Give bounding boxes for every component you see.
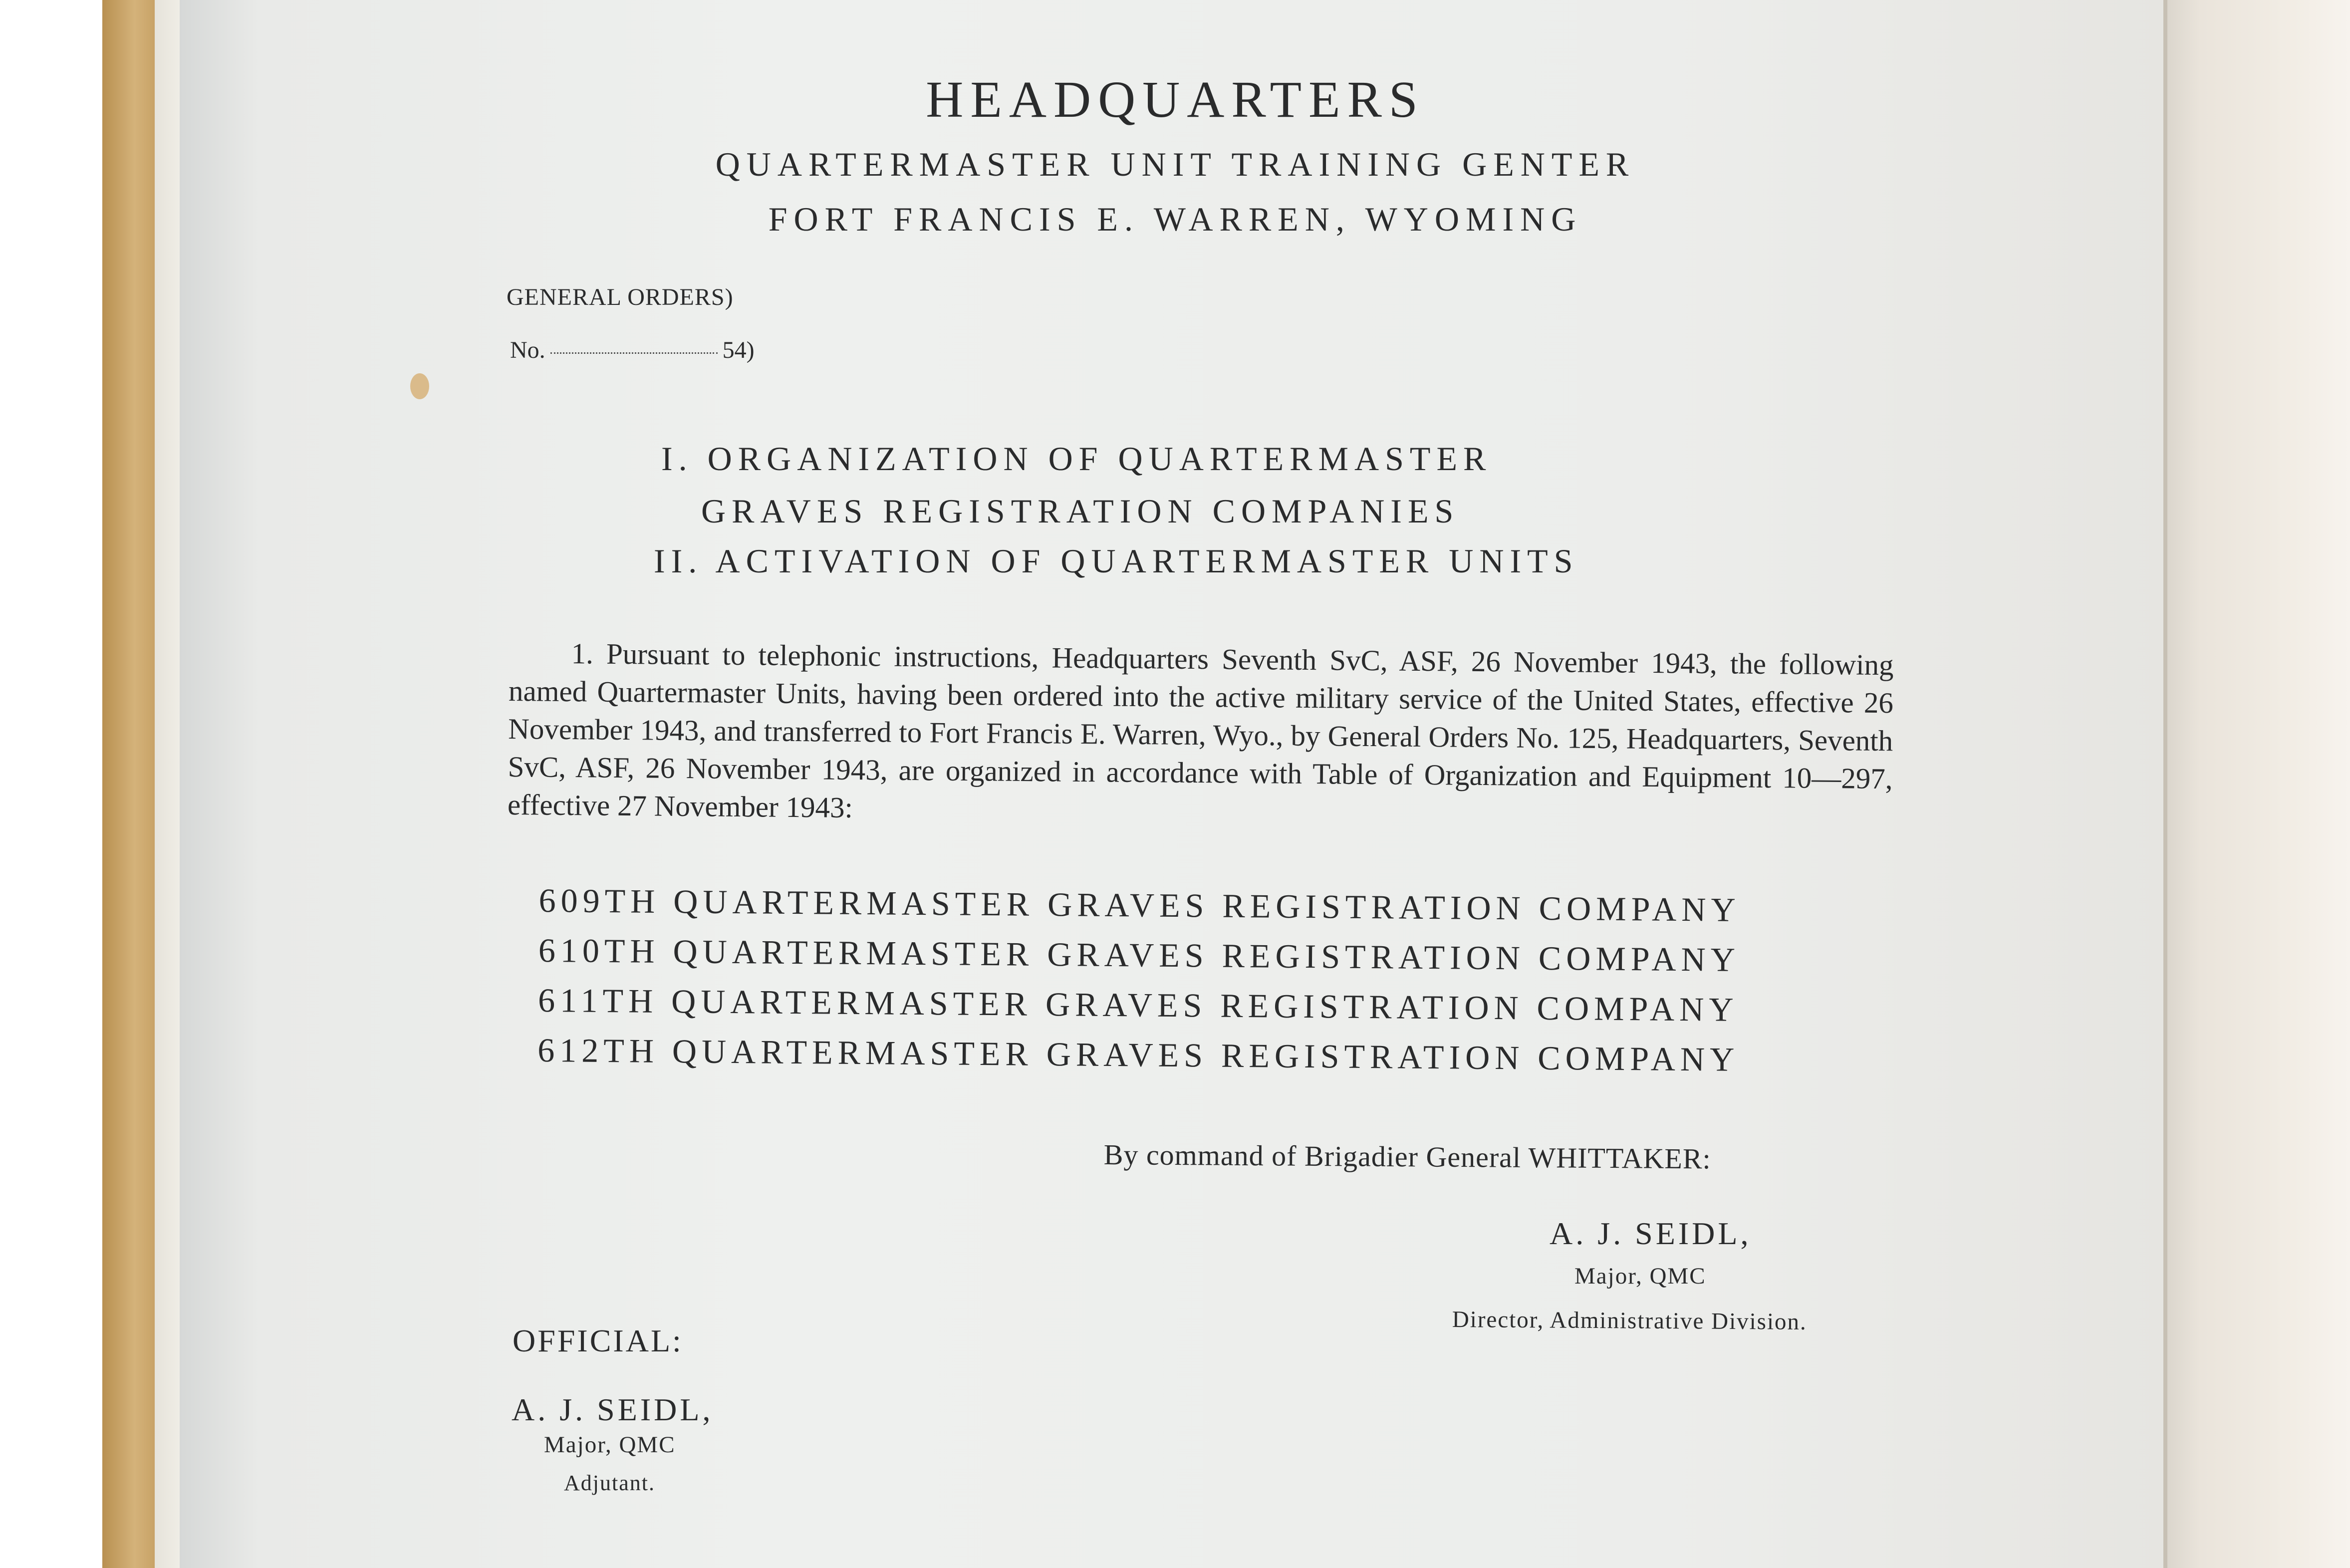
unit-item: 611TH QUARTERMASTER GRAVES REGISTRATION COMPANY [537,981,1739,1029]
paper-stain [410,373,429,399]
command-signer-title: Director, Administrative Division. [1452,1307,1807,1335]
subject-line-1: I. ORGANIZATION OF QUARTERMASTER [661,440,1492,478]
general-orders-label: GENERAL ORDERS) [507,284,734,310]
official-signer-title: Adjutant. [564,1471,655,1495]
official-label: OFFICIAL: [513,1323,683,1358]
dotted-leader [550,352,718,354]
command-signer: A. J. SEIDL, [1550,1216,1752,1251]
facing-page [2163,0,2350,1568]
header-unit: QUARTERMASTER UNIT TRAINING GENTER [715,145,1635,183]
subject-line-3: II. ACTIVATION OF QUARTERMASTER UNITS [654,542,1579,580]
official-signer-rank: Major, QMC [544,1432,676,1458]
official-signer: A. J. SEIDL, [512,1392,714,1427]
orders-no-value: 54) [722,337,755,363]
general-orders-number [510,336,755,364]
command-signer-rank: Major, QMC [1574,1263,1706,1289]
header-location: FORT FRANCIS E. WARREN, WYOMING [768,200,1582,238]
by-command-line: By command of Brigadier General WHITTAKER: [1103,1138,1711,1175]
unit-item: 612TH QUARTERMASTER GRAVES REGISTRATION COMPANY [537,1031,1740,1078]
orders-no-label: No. [510,337,545,363]
subject-line-2: GRAVES REGISTRATION COMPANIES [701,492,1460,530]
unit-item: 610TH QUARTERMASTER GRAVES REGISTRATION COMPANY [538,931,1741,979]
unit-list [537,881,1741,1090]
body-paragraph [508,634,1894,835]
paragraph-text: 1. Pursuant to telephonic instructions, Headquarters Seventh SvC, ASF, 26 November 1943, the following named Quartermaster Units, having been ordered into the active military service of the United States, effective 26 November 1943, and transferred to Fort Francis E. Warren, Wyo., by General Orders No. 125, Headquarters, Seventh SvC, ASF, 26 November 1943, are organized in accordance with Table of Organization and Equipment 10—297, effective 27 November 1943: [507,637,1894,824]
unit-item: 609TH QUARTERMASTER GRAVES REGISTRATION COMPANY [538,881,1741,929]
header-title: HEADQUARTERS [926,71,1425,128]
